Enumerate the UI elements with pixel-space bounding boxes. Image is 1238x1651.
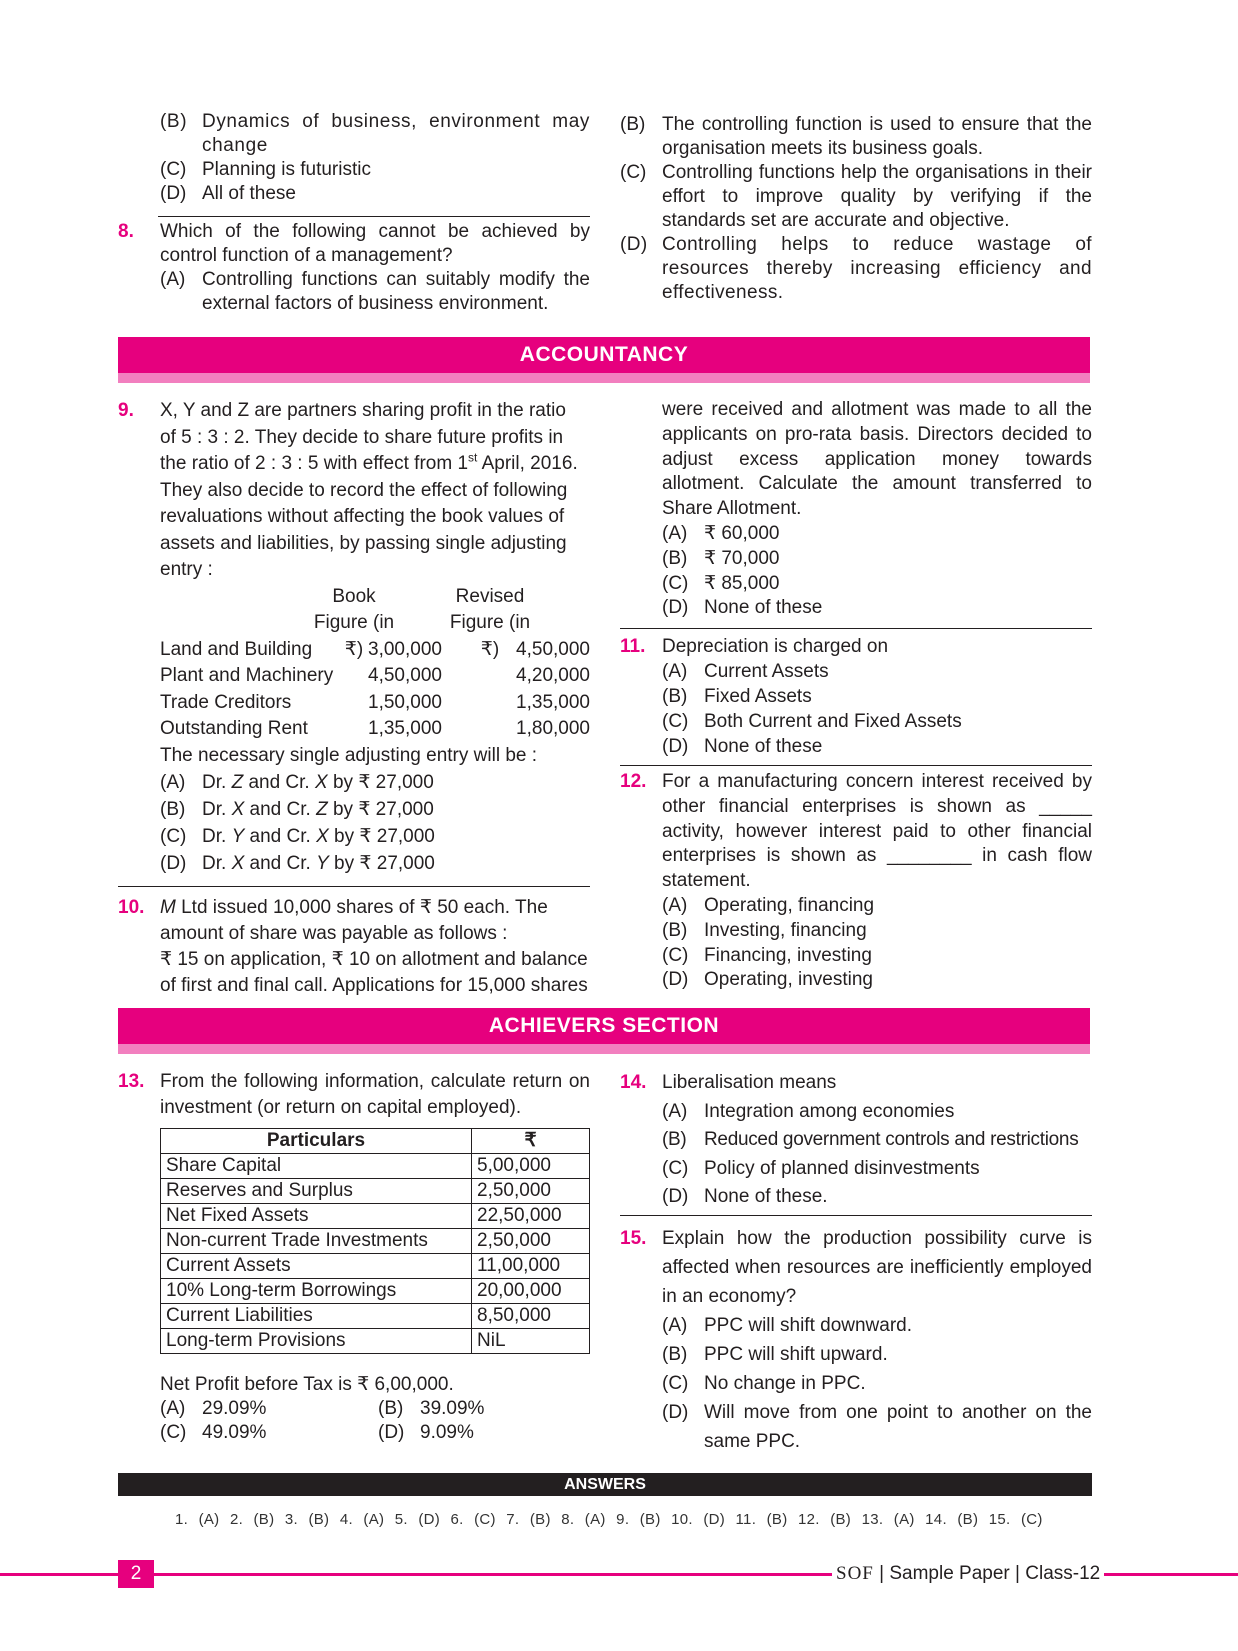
question-text: 9. X, Y and Z are partners sharing profit in the ratio of 5 : 3 : 2. They decide to share future profits in the ratio of 2 : 3 : 5 with effect from 1st April, 2016. They also decide to record the effect of following revaluations without affecting the book values of assets and liabilities, by passing single adjusting entry : xyxy=(118,400,578,580)
section-header-achievers: ACHIEVERS SECTION xyxy=(118,1008,1090,1044)
table-row: Net Fixed Assets 22,50,000 xyxy=(161,1204,590,1229)
table-row: Share Capital 5,00,000 xyxy=(161,1154,590,1179)
option: (B) Reduced government controls and restrictions xyxy=(662,1129,1079,1150)
table-row: Outstanding Rent 1,35,000 1,80,000 xyxy=(160,718,590,739)
question-text: The necessary single adjusting entry will be : xyxy=(160,744,538,766)
option: (B) ₹ 70,000 xyxy=(662,547,780,569)
q13-footer xyxy=(118,1373,590,1445)
option: (B) Dr. X and Cr. Z by ₹ 27,000 xyxy=(160,799,434,820)
option: (C) Dr. Y and Cr. X by ₹ 27,000 xyxy=(160,826,435,847)
question-text: 12. For a manufacturing concern interest received by other financial enterprises is shown as _____ activity, however interest paid to other financial enterprises is shown as ________ in cash flow statement. xyxy=(620,771,1092,892)
option: (D) None of these xyxy=(662,736,823,757)
option: (A) Integration among economies xyxy=(662,1100,955,1122)
q7-continued xyxy=(118,110,590,206)
sof-logo: SOF xyxy=(836,1563,874,1584)
question-15 xyxy=(620,1224,1092,1456)
option: (C) No change in PPC. xyxy=(662,1373,866,1394)
question-10 xyxy=(118,895,590,999)
question-text: were received and allotment was made to all the applicants on pro-rata basis. Directors decided to adjust excess application money towards allotment. Calculate the amount transferred to Share Allotment. xyxy=(662,399,1092,520)
answers-header: ANSWERS xyxy=(118,1473,1092,1496)
table-row: Current Assets 11,00,000 xyxy=(161,1254,590,1279)
question-11 xyxy=(620,634,1092,759)
table-row: Long-term Provisions NiL xyxy=(161,1329,590,1354)
option: (C) Financing, investing xyxy=(662,944,872,966)
option: (D) Dr. X and Cr. Y by ₹ 27,000 xyxy=(160,853,435,874)
question-text: 8. Which of the following cannot be achieved by control function of a management? xyxy=(118,221,590,266)
question-text: 11. Depreciation is charged on xyxy=(620,636,889,657)
divider xyxy=(620,765,1092,766)
divider xyxy=(620,628,1092,629)
question-14 xyxy=(620,1069,1092,1212)
table-row: Trade Creditors 1,50,000 1,35,000 xyxy=(160,691,590,713)
section-header-underline xyxy=(118,373,1090,383)
option: (D) Controlling helps to reduce wastage of resources thereby increasing efficiency and effectiveness. xyxy=(620,234,1092,303)
option: (D) Operating, investing xyxy=(662,969,873,991)
option: (D) Will move from one point to another on the same PPC. xyxy=(662,1402,1092,1452)
table-row: Non-current Trade Investments 2,50,000 xyxy=(161,1229,590,1254)
section-header-underline xyxy=(118,1044,1090,1054)
question-text: 14. Liberalisation means xyxy=(620,1072,837,1093)
option: (D) None of these. xyxy=(662,1186,828,1207)
option: (A) ₹ 60,000 xyxy=(662,522,780,544)
divider xyxy=(620,1215,1092,1216)
divider xyxy=(118,886,590,887)
section-header-accountancy: ACCOUNTANCY xyxy=(118,337,1090,373)
option: (C) Policy of planned disinvestments xyxy=(662,1157,980,1179)
question-9 xyxy=(118,398,590,877)
option: (C) ₹ 85,000 xyxy=(662,572,780,594)
page-number: 2 xyxy=(118,1560,154,1588)
table-row: Current Liabilities 8,50,000 xyxy=(161,1304,590,1329)
option: (D) None of these xyxy=(662,597,823,619)
option: (A) 29.09% xyxy=(160,1398,267,1419)
footer-text: SOF | Sample Paper | Class-12 xyxy=(832,1562,1104,1586)
option: (B) Investing, financing xyxy=(662,919,867,941)
question-text: 10. M Ltd issued 10,000 shares of ₹ 50 each. The amount of share was payable as follows : ₹ 15 on application, ₹ 10 on allotment and balance of first and final call. Applications for 15,000 shares xyxy=(118,897,588,996)
option: (B) 39.09% xyxy=(378,1398,485,1419)
q10-continued xyxy=(620,398,1092,621)
option: (C) Both Current and Fixed Assets xyxy=(662,711,962,732)
table-row: 10% Long-term Borrowings 20,00,000 xyxy=(161,1279,590,1304)
option: (B) PPC will shift upward. xyxy=(662,1344,888,1365)
table-header-row xyxy=(161,1129,590,1154)
option: (B) The controlling function is used to ensure that the organisation meets its business goals. xyxy=(620,114,1092,159)
column-header: Particulars xyxy=(161,1129,472,1154)
option: (A) Controlling functions can suitably modify the external factors of business environment. xyxy=(160,269,590,314)
option: (A) Dr. Z and Cr. X by ₹ 27,000 xyxy=(160,772,434,793)
option: (D) 9.09% xyxy=(378,1422,474,1443)
option: (C) Controlling functions help the organisations in their effort to improve quality by verifying if the standards set are accurate and objective. xyxy=(620,162,1092,231)
question-text: 13. From the following information, calculate return on investment (or return on capital employed). xyxy=(118,1071,590,1118)
option: (B) Dynamics of business, environment may change xyxy=(160,111,590,156)
table-row: Plant and Machinery 4,50,000 4,20,000 xyxy=(160,665,590,686)
option: (A) Current Assets xyxy=(662,661,829,682)
q8-options-continued xyxy=(620,113,1092,305)
option: (B) Fixed Assets xyxy=(662,686,812,707)
option: (C) Planning is futuristic xyxy=(160,159,371,180)
column-header: ₹ xyxy=(472,1129,590,1154)
question-13 xyxy=(118,1069,590,1121)
question-text: Net Profit before Tax is ₹ 6,00,000. xyxy=(160,1374,454,1395)
answers-key: 1. (A) 2. (B) 3. (B) 4. (A) 5. (D) 6. (C) 7. (B) 8. (A) 9. (B) 10. (D) 11. (B) 12. (B) 13. (A) 14. (B) 15. (C) xyxy=(175,1511,1043,1528)
q9-options xyxy=(118,769,590,877)
revaluation-header: Book Figure (in ₹) Revised Figure (in ₹) xyxy=(313,585,531,660)
option-row xyxy=(118,1397,590,1421)
option: (C) 49.09% xyxy=(160,1422,267,1443)
question-text: 15. Explain how the production possibility curve is affected when resources are inefficiently employed in an economy? xyxy=(620,1228,1092,1307)
divider xyxy=(158,216,590,217)
table-row: Land and Building 3,00,000 4,50,000 xyxy=(160,638,590,660)
question-12 xyxy=(620,770,1092,993)
table-row: Reserves and Surplus 2,50,000 xyxy=(161,1179,590,1204)
option: (A) PPC will shift downward. xyxy=(662,1315,913,1336)
option: (A) Operating, financing xyxy=(662,894,875,916)
particulars-table xyxy=(160,1128,590,1354)
question-8 xyxy=(118,220,590,316)
option-row xyxy=(118,1421,590,1445)
option: (D) All of these xyxy=(160,183,296,204)
